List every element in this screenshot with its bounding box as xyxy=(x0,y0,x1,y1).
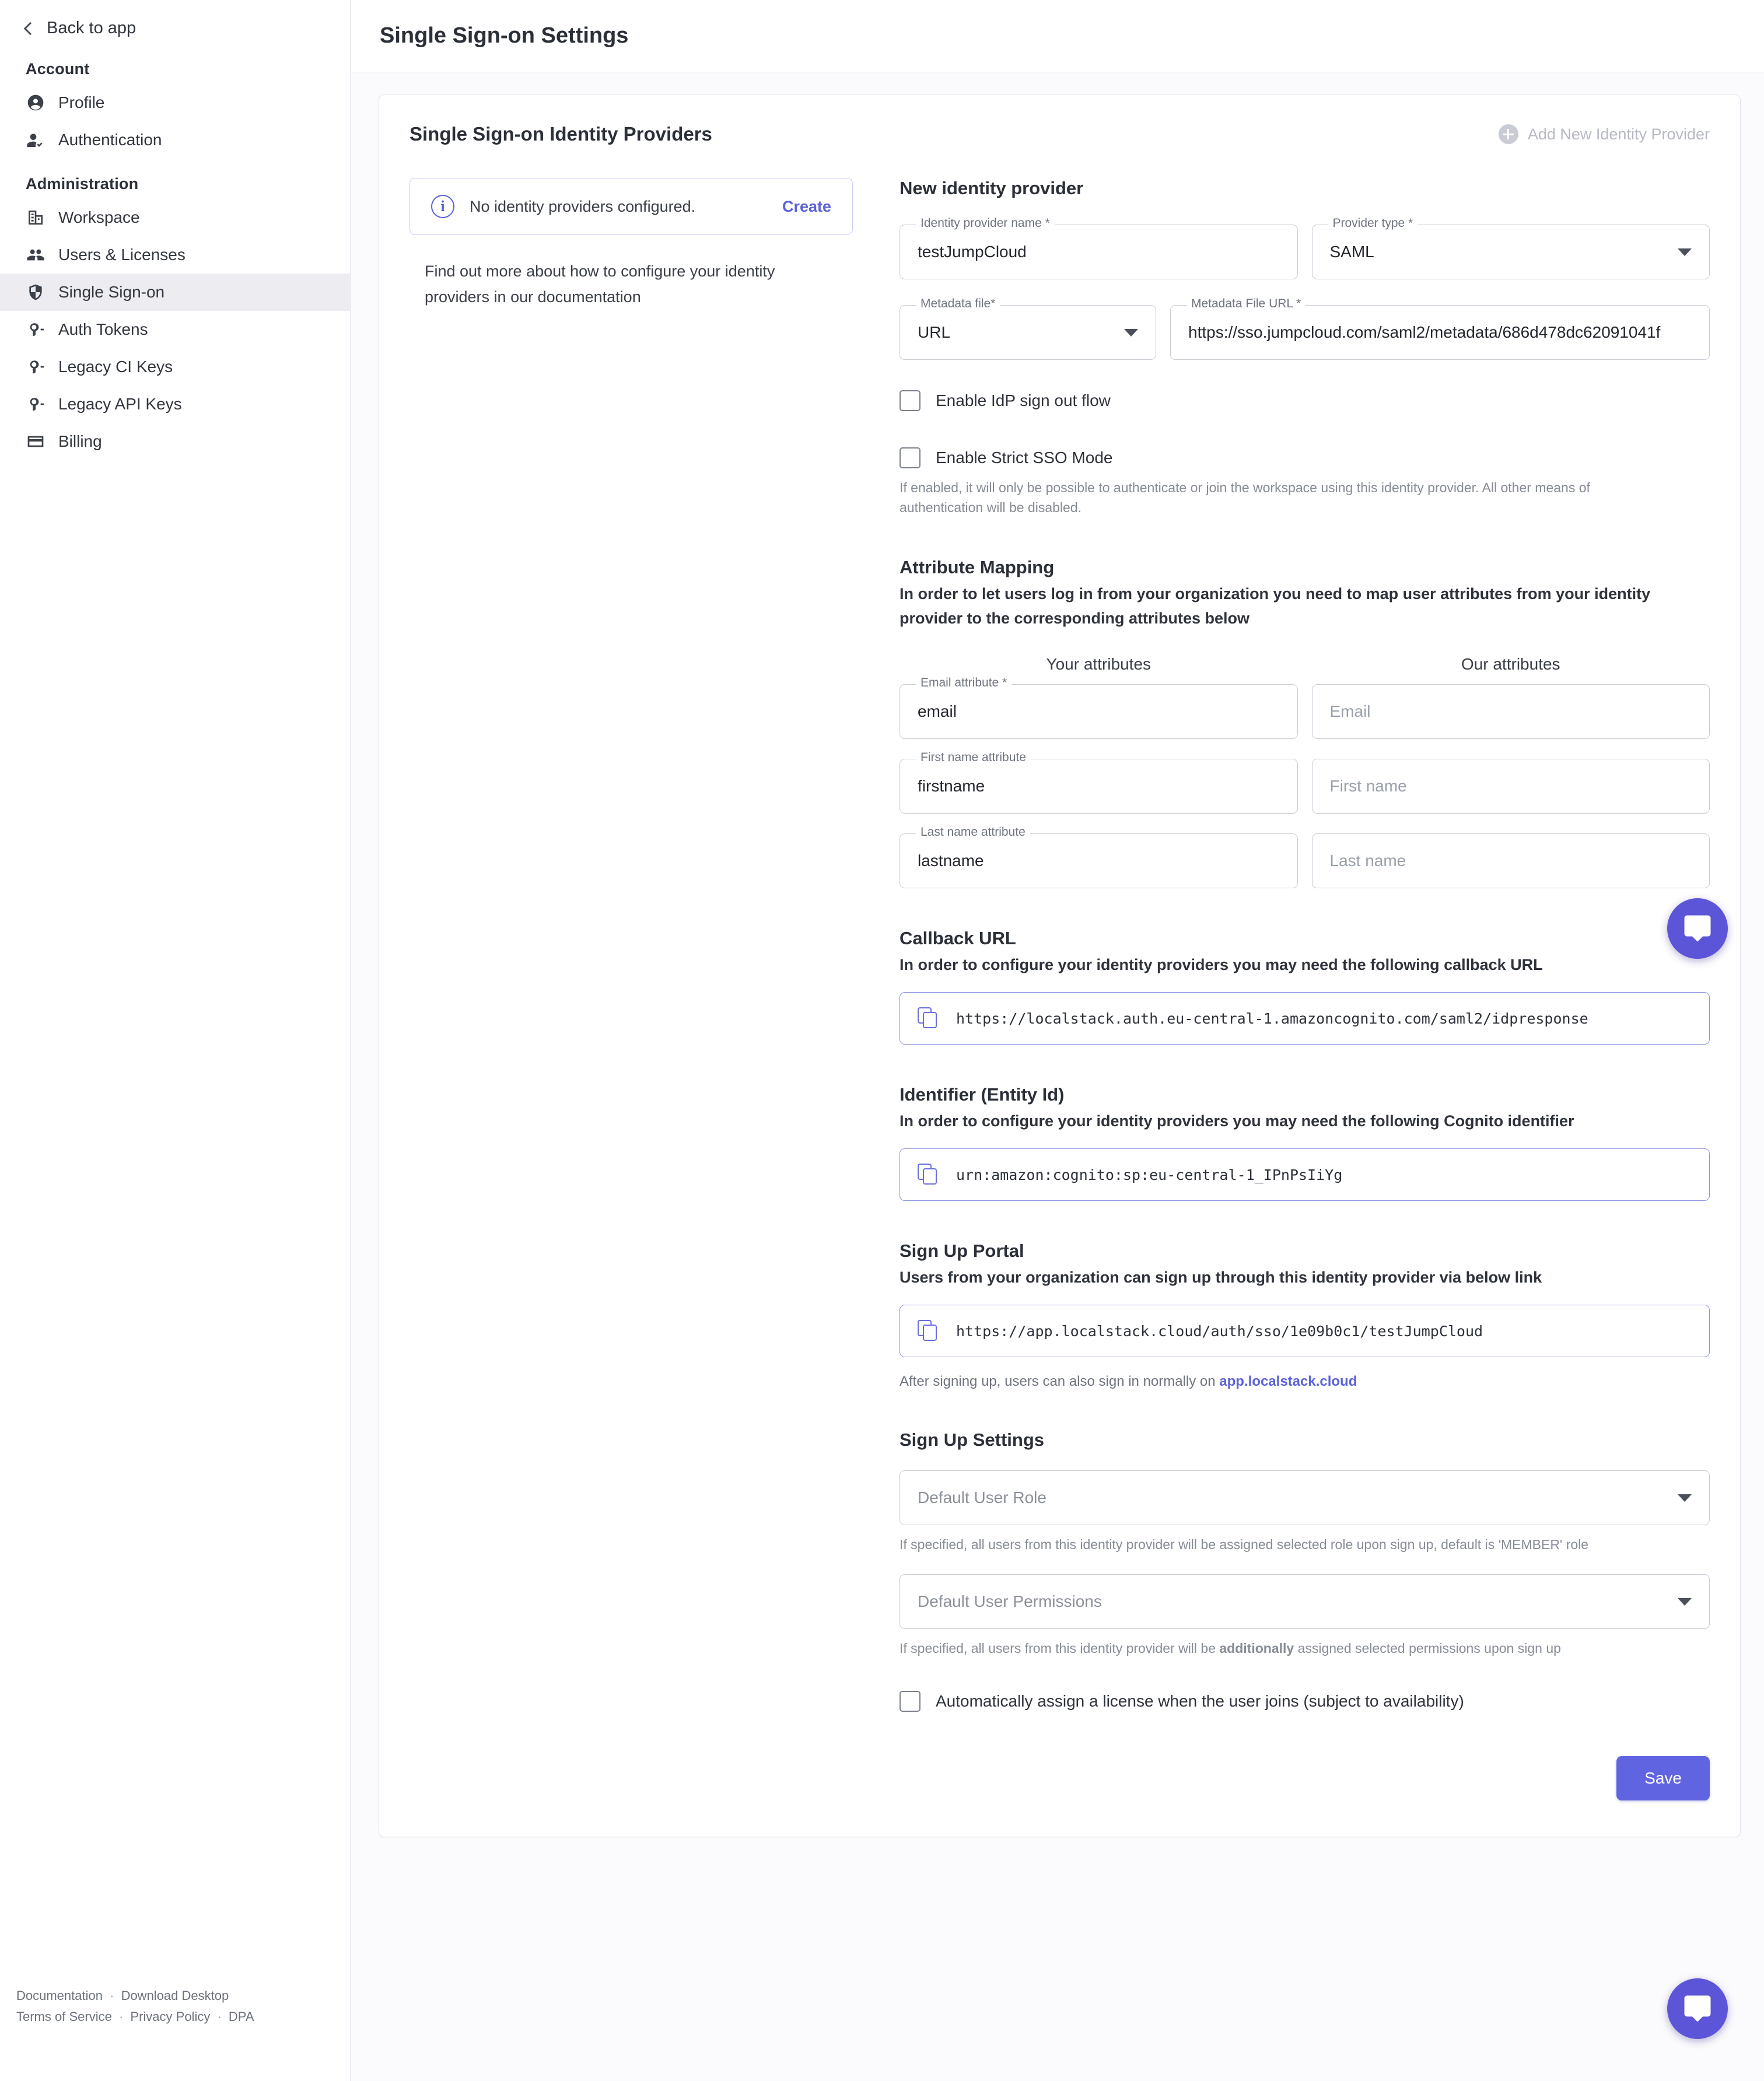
chevron-down-icon xyxy=(1678,1494,1692,1502)
form-section-title: New identity provider xyxy=(900,178,1084,198)
callback-url-value: https://localstack.auth.eu-central-1.amazoncognito.com/saml2/idpresponse xyxy=(956,1010,1588,1027)
metadata-file-url-field[interactable] xyxy=(1170,297,1710,360)
our-attributes-header: Our attributes xyxy=(1461,655,1560,673)
last-name-our-attribute-field[interactable] xyxy=(1312,833,1710,888)
metadata-file-field[interactable] xyxy=(900,297,1156,360)
add-new-identity-provider-button[interactable] xyxy=(1499,124,1710,144)
last-name-attribute-input[interactable]: lastname xyxy=(900,833,1298,888)
callback-url-value-box[interactable] xyxy=(900,992,1710,1045)
sidebar-item-authentication[interactable] xyxy=(0,121,350,159)
add-new-identity-provider-label: Add New Identity Provider xyxy=(1527,125,1710,143)
last-name-attribute-legend: Last name attribute xyxy=(916,825,1030,839)
content-wrapper xyxy=(351,72,1764,1837)
idp-signout-checkbox[interactable] xyxy=(900,390,921,411)
signup-settings-block xyxy=(900,1430,1710,1712)
sidebar xyxy=(0,0,351,2081)
provider-identity-row xyxy=(900,216,1710,279)
sidebar-item-legacy-api-keys[interactable] xyxy=(0,386,350,423)
sidebar-group-account-title: Account xyxy=(26,60,90,78)
key-icon xyxy=(26,320,46,339)
email-attribute-input[interactable]: email xyxy=(900,684,1298,739)
identifier-description: In order to configure your identity providers you may need the following Cognito identifier xyxy=(900,1112,1574,1130)
chevron-left-icon xyxy=(24,22,37,35)
copy-icon[interactable] xyxy=(918,1007,940,1029)
sidebar-item-legacy-ci-keys[interactable] xyxy=(0,348,350,386)
main-content xyxy=(351,0,1764,2081)
signup-portal-note xyxy=(900,1374,1710,1390)
default-user-role-helper: If specified, all users from this identity provider will be assigned selected role upon sign up, default is 'MEMBER' role xyxy=(900,1537,1589,1552)
sidebar-item-label: Profile xyxy=(58,93,105,111)
footer-link-dpa[interactable]: DPA xyxy=(228,2009,254,2024)
identity-provider-name-input[interactable]: testJumpCloud xyxy=(900,225,1298,279)
signup-portal-description: Users from your organization can sign up through this identity provider via below link xyxy=(900,1269,1542,1286)
attribute-mapping-block xyxy=(900,557,1710,888)
no-providers-info-box xyxy=(410,178,853,235)
metadata-file-legend: Metadata file* xyxy=(916,297,1000,311)
sidebar-item-label: Billing xyxy=(58,432,102,450)
identifier-value: urn:amazon:cognito:sp:eu-central-1_IPnPsIiYg xyxy=(956,1166,1343,1183)
sidebar-item-profile[interactable] xyxy=(0,84,350,121)
footer-separator: · xyxy=(118,2009,124,2024)
identity-provider-name-field[interactable] xyxy=(900,216,1298,279)
chat-icon xyxy=(1682,1993,1713,2024)
chat-widget-button[interactable] xyxy=(1667,898,1728,959)
credit-card-icon xyxy=(26,432,46,451)
your-attributes-header: Your attributes xyxy=(1046,655,1152,673)
footer-link-privacy-policy[interactable]: Privacy Policy xyxy=(130,2009,211,2024)
chat-widget-button-secondary[interactable] xyxy=(1667,1978,1728,2039)
default-user-permissions-helper xyxy=(900,1638,1675,1658)
last-name-our-attribute-input[interactable]: Last name xyxy=(1312,833,1710,888)
card-header xyxy=(410,123,1710,145)
user-check-icon xyxy=(26,130,46,150)
metadata-file-select[interactable] xyxy=(900,305,1156,360)
sidebar-group-administration-title: Administration xyxy=(26,175,139,192)
sidebar-item-auth-tokens[interactable] xyxy=(0,311,350,348)
email-attribute-row xyxy=(900,676,1710,739)
first-name-attribute-input[interactable]: firstname xyxy=(900,759,1298,814)
signup-portal-title: Sign Up Portal xyxy=(900,1241,1024,1261)
first-name-our-attribute-field[interactable] xyxy=(1312,759,1710,814)
callback-url-block xyxy=(900,928,1710,1045)
metadata-file-url-input[interactable]: https://sso.jumpcloud.com/saml2/metadata/686d478dc62091041f xyxy=(1170,305,1710,360)
chevron-down-icon xyxy=(1678,248,1692,256)
page-title: Single Sign-on Settings xyxy=(380,23,629,48)
default-user-role-value: Default User Role xyxy=(918,1488,1046,1507)
sidebar-footer xyxy=(16,1985,254,2027)
copy-icon[interactable] xyxy=(918,1164,940,1186)
signup-portal-value: https://app.localstack.cloud/auth/sso/1e09b0c1/testJumpCloud xyxy=(956,1322,1483,1340)
signup-portal-block xyxy=(900,1241,1710,1390)
auto-license-checkbox[interactable] xyxy=(900,1691,921,1712)
save-button[interactable]: Save xyxy=(1616,1756,1710,1800)
page-header xyxy=(351,0,1764,72)
idp-signout-row[interactable] xyxy=(900,390,1710,411)
sidebar-item-label: Users & Licenses xyxy=(58,246,186,264)
sidebar-item-billing[interactable] xyxy=(0,423,350,460)
email-attribute-legend: Email attribute * xyxy=(916,676,1012,690)
first-name-attribute-field[interactable] xyxy=(900,751,1298,814)
attribute-mapping-headers xyxy=(900,655,1710,674)
default-user-role-select[interactable] xyxy=(900,1470,1710,1525)
signup-portal-value-box[interactable] xyxy=(900,1305,1710,1357)
first-name-attribute-legend: First name attribute xyxy=(916,751,1031,765)
footer-separator: · xyxy=(217,2009,222,2024)
sidebar-item-label: Single Sign-on xyxy=(58,283,165,301)
footer-separator: · xyxy=(110,1988,114,2003)
default-user-permissions-value: Default User Permissions xyxy=(918,1592,1102,1610)
email-our-attribute-field[interactable] xyxy=(1312,684,1710,739)
permissions-helper-prefix: If specified, all users from this identity provider will be xyxy=(900,1641,1220,1656)
sidebar-item-workspace[interactable] xyxy=(0,199,350,236)
identity-provider-name-legend: Identity provider name * xyxy=(916,216,1055,230)
sidebar-item-label: Legacy API Keys xyxy=(58,395,182,413)
footer-link-download-desktop[interactable]: Download Desktop xyxy=(121,1988,229,2003)
sso-card xyxy=(379,94,1741,1837)
sidebar-item-users-licenses[interactable] xyxy=(0,236,350,274)
strict-sso-row[interactable] xyxy=(900,447,1710,468)
sidebar-item-label: Legacy CI Keys xyxy=(58,358,173,376)
auto-license-row[interactable] xyxy=(900,1691,1710,1712)
no-providers-message: No identity providers configured. xyxy=(470,197,696,215)
card-columns xyxy=(410,178,1710,1800)
first-name-our-attribute-input[interactable]: First name xyxy=(1312,759,1710,814)
provider-type-legend: Provider type * xyxy=(1328,216,1418,230)
email-attribute-field[interactable] xyxy=(900,676,1298,739)
metadata-file-value: URL xyxy=(918,323,951,341)
user-circle-icon xyxy=(26,93,46,113)
auto-license-label: Automatically assign a license when the user joins (subject to availability) xyxy=(936,1692,1464,1710)
shield-icon xyxy=(26,282,46,302)
create-provider-link[interactable]: Create xyxy=(782,197,831,215)
last-name-attribute-row xyxy=(900,825,1710,888)
signup-settings-title: Sign Up Settings xyxy=(900,1430,1044,1450)
sidebar-item-label: Authentication xyxy=(58,131,162,149)
users-icon xyxy=(26,245,46,265)
last-name-attribute-field[interactable] xyxy=(900,825,1298,888)
footer-link-terms-of-service[interactable]: Terms of Service xyxy=(16,2009,112,2024)
strict-sso-checkbox[interactable] xyxy=(900,447,921,468)
card-title: Single Sign-on Identity Providers xyxy=(410,123,712,145)
app-localstack-cloud-link[interactable]: app.localstack.cloud xyxy=(1219,1374,1357,1389)
first-name-attribute-row xyxy=(900,751,1710,814)
provider-type-value: SAML xyxy=(1329,243,1374,261)
chat-icon xyxy=(1682,913,1713,944)
plus-circle-icon xyxy=(1499,124,1518,144)
callback-url-title: Callback URL xyxy=(900,928,1016,948)
back-to-app-button[interactable] xyxy=(0,13,350,44)
attribute-mapping-title: Attribute Mapping xyxy=(900,557,1055,577)
strict-sso-label: Enable Strict SSO Mode xyxy=(936,449,1113,467)
metadata-row xyxy=(900,297,1710,360)
key-icon xyxy=(26,394,46,414)
email-our-attribute-input[interactable]: Email xyxy=(1312,684,1710,739)
footer-link-documentation[interactable]: Documentation xyxy=(16,1988,103,2003)
new-provider-form xyxy=(900,178,1710,1800)
key-icon xyxy=(26,357,46,377)
idp-signout-label: Enable IdP sign out flow xyxy=(936,391,1111,409)
identifier-value-box[interactable] xyxy=(900,1148,1710,1201)
attribute-mapping-description: In order to let users log in from your organization you need to map user attributes from your identity provider to the corresponding attributes below xyxy=(900,585,1651,627)
providers-list-column xyxy=(410,178,853,1800)
provider-type-field[interactable] xyxy=(1312,216,1710,279)
permissions-helper-bold: additionally xyxy=(1219,1641,1294,1656)
chevron-down-icon xyxy=(1678,1598,1692,1606)
metadata-file-url-legend: Metadata File URL * xyxy=(1186,297,1306,311)
identifier-block xyxy=(900,1084,1710,1201)
sidebar-item-single-sign-on[interactable] xyxy=(0,274,350,311)
identifier-title: Identifier (Entity Id) xyxy=(900,1084,1065,1105)
strict-sso-helper: If enabled, it will only be possible to authenticate or join the workspace using this identity provider. All other means of authentication will be disabled. xyxy=(900,480,1590,515)
building-icon xyxy=(26,208,46,227)
signup-portal-note-prefix: After signing up, users can also sign in normally on xyxy=(900,1374,1220,1389)
chevron-down-icon xyxy=(1124,329,1138,337)
default-user-permissions-select[interactable] xyxy=(900,1574,1710,1629)
provider-type-select[interactable] xyxy=(1312,225,1710,279)
form-actions xyxy=(900,1756,1710,1800)
sidebar-item-label: Auth Tokens xyxy=(58,320,148,338)
permissions-helper-suffix: assigned selected permissions upon sign up xyxy=(1294,1641,1561,1656)
sidebar-item-label: Workspace xyxy=(58,208,140,226)
callback-url-description: In order to configure your identity providers you may need the following callback URL xyxy=(900,956,1543,973)
back-to-app-label: Back to app xyxy=(47,19,136,37)
copy-icon[interactable] xyxy=(918,1320,940,1342)
documentation-note: Find out more about how to configure your identity providers in our documentation xyxy=(425,262,775,306)
info-icon: i xyxy=(431,195,454,218)
info-box-left xyxy=(431,195,695,218)
